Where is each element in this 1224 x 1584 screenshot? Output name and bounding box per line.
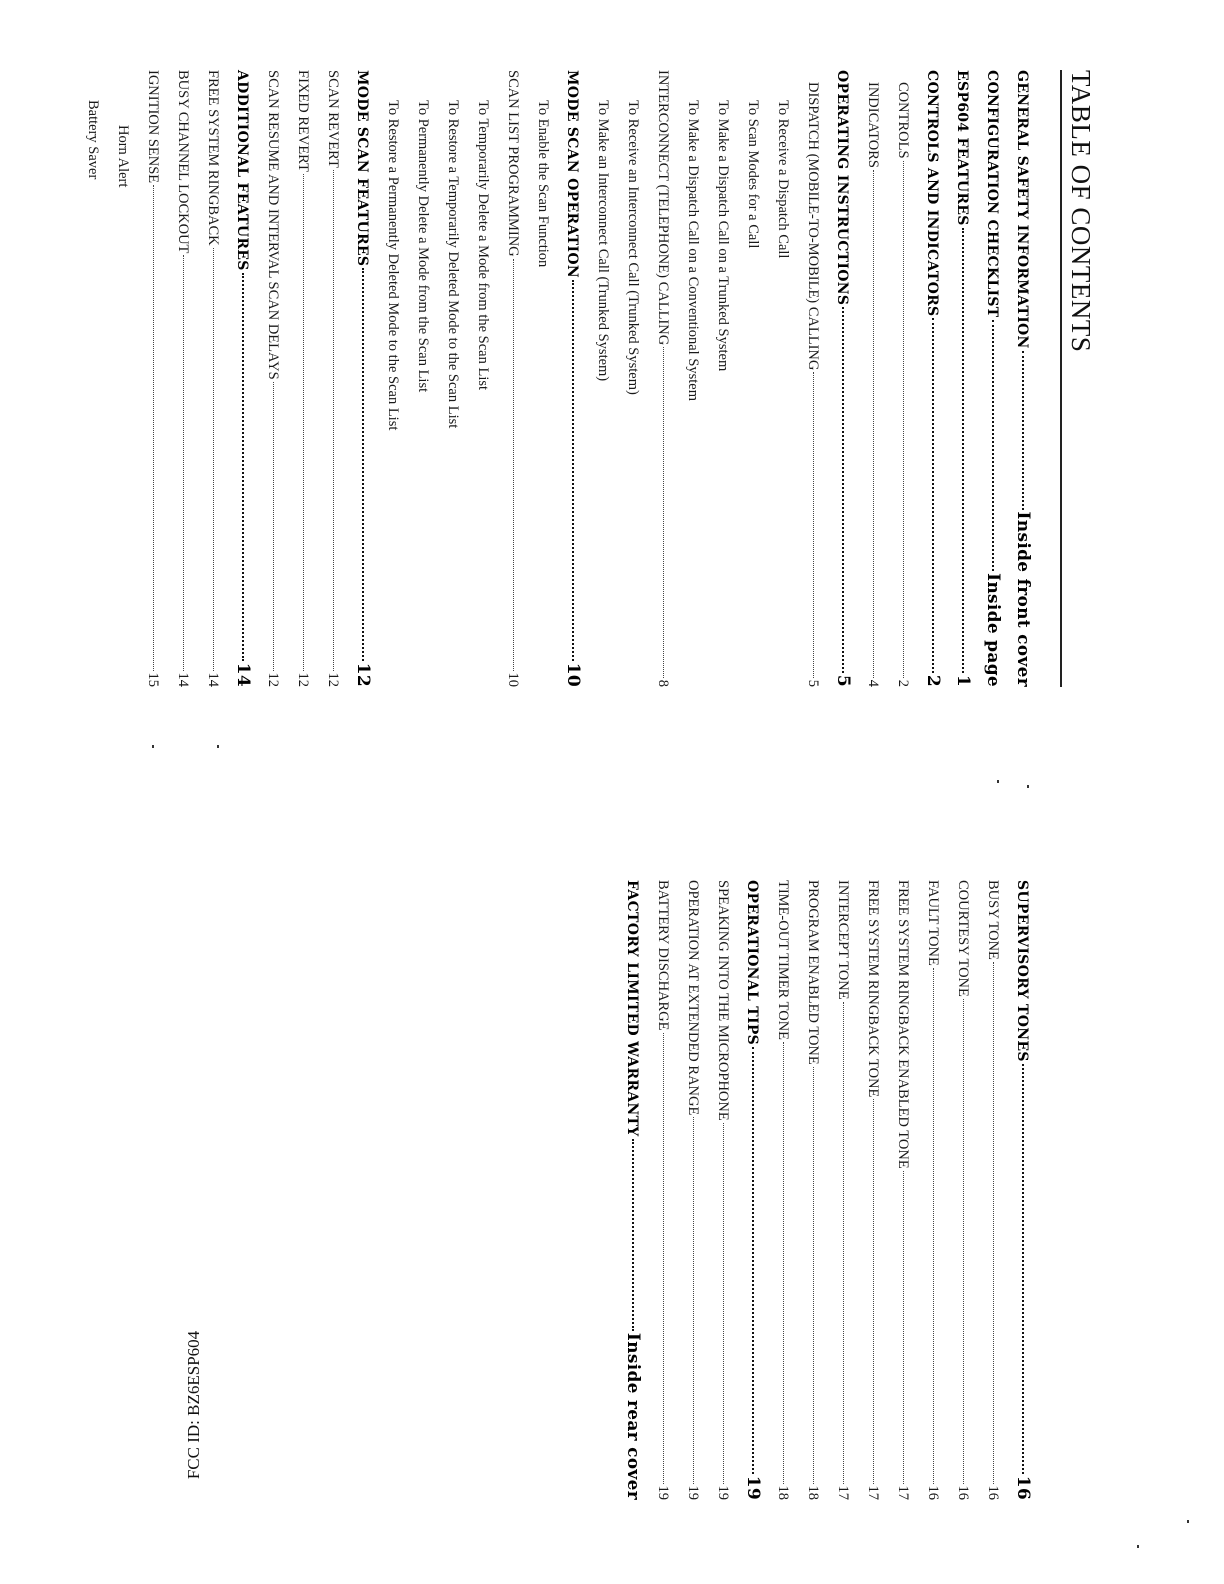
- toc-entry: [918, 880, 948, 1500]
- toc-entry: [798, 70, 828, 687]
- toc-entry: [798, 880, 828, 1500]
- toc-entry-page: 5: [833, 674, 853, 687]
- toc-entry: [618, 70, 648, 687]
- dot-leader: [1022, 1064, 1025, 1474]
- toc-entry-page: Inside rear cover: [623, 1332, 643, 1500]
- dot-leader: [752, 1047, 755, 1474]
- toc-entry-label: To Enable the Scan Function: [535, 100, 551, 268]
- toc-entry-page: 12: [353, 662, 373, 687]
- toc-entry-label: Battery Saver: [85, 100, 101, 180]
- toc-entry-page: 2: [923, 674, 943, 687]
- dot-leader: [1022, 351, 1025, 510]
- toc-entry-label: FREE SYSTEM RINGBACK ENABLED TONE: [895, 880, 911, 1169]
- toc-entry-label: SCAN LIST PROGRAMMING: [505, 70, 521, 257]
- dot-leader: [842, 307, 845, 673]
- toc-entry: [558, 70, 588, 687]
- toc-entry-label: To Permanently Delete a Mode from the Scan List: [415, 100, 431, 393]
- toc-entry: [828, 880, 858, 1500]
- toc-entry-label: GENERAL SAFETY INFORMATION: [1014, 70, 1030, 349]
- dot-leader: [963, 999, 965, 1484]
- toc-entry-label: OPERATION AT EXTENDED RANGE: [685, 880, 701, 1116]
- toc-entry-label: OPERATIONAL TIPS: [744, 880, 760, 1046]
- toc-entry-page: 14: [175, 672, 191, 687]
- dot-leader: [632, 1139, 635, 1331]
- toc-entry: [198, 70, 228, 687]
- dot-leader: [813, 1067, 815, 1484]
- toc-entry-label: To Make an Interconnect Call (Trunked System): [595, 100, 611, 382]
- toc-entry-label: BATTERY DISCHARGE: [655, 880, 671, 1031]
- toc-entry: [1008, 70, 1038, 687]
- toc-entry-page: 18: [775, 1485, 791, 1500]
- toc-entry-label: To Scan Modes for a Call: [745, 100, 761, 249]
- dot-leader: [333, 170, 335, 671]
- toc-entry-page: 16: [955, 1485, 971, 1500]
- toc-entry-label: To Restore a Temporarily Deleted Mode to the Scan List: [445, 100, 461, 429]
- dot-leader: [873, 170, 875, 678]
- toc-entry: [978, 880, 1008, 1500]
- dot-leader: [903, 1171, 905, 1484]
- toc-entry-label: COURTESY TONE: [955, 880, 971, 997]
- dot-leader: [153, 185, 155, 670]
- toc-entry-label: CONTROLS AND INDICATORS: [924, 70, 940, 317]
- toc-entry: [918, 70, 948, 687]
- toc-entry-label: ADDITIONAL FEATURES: [234, 70, 250, 271]
- toc-entry: [888, 70, 918, 687]
- toc-entry: [828, 70, 858, 687]
- dot-leader: [242, 273, 245, 661]
- toc-entry-label: INDICATORS: [865, 82, 881, 168]
- toc-entry-page: 14: [205, 672, 221, 687]
- dot-leader: [572, 280, 575, 661]
- toc-entry: [948, 70, 978, 687]
- scan-speck: [1027, 785, 1029, 788]
- toc-entry-label: TIME-OUT TIMER TONE: [775, 880, 791, 1041]
- toc-entry: [648, 880, 678, 1500]
- toc-entry: [708, 880, 738, 1500]
- toc-entry-page: 15: [145, 672, 161, 687]
- toc-entry-label: FACTORY LIMITED WARRANTY: [624, 880, 640, 1137]
- dot-leader: [783, 1042, 785, 1483]
- toc-entry: [858, 70, 888, 687]
- toc-entry: [288, 70, 318, 687]
- toc-entry: [438, 70, 468, 687]
- dot-leader: [693, 1117, 695, 1483]
- toc-entry-page: 14: [233, 662, 253, 687]
- toc-entry-label: To Make a Dispatch Call on a Conventional System: [685, 100, 701, 402]
- toc-entry-label: To Receive an Interconnect Call (Trunked System): [625, 100, 641, 395]
- scan-speck: [1187, 1520, 1189, 1523]
- fcc-id-text: FCC ID: BZ6ESP604: [184, 1330, 203, 1480]
- toc-entry: [498, 70, 528, 687]
- dot-leader: [723, 1123, 725, 1484]
- toc-left-column: [0, 40, 1224, 687]
- toc-entry: [678, 70, 708, 687]
- toc-entry-label: SCAN REVERT: [325, 70, 341, 168]
- dot-leader: [873, 1099, 875, 1483]
- toc-entry-label: SCAN RESUME AND INTERVAL SCAN DELAYS: [265, 70, 281, 380]
- toc-left-entries: [78, 70, 1038, 687]
- toc-entry-page: 17: [865, 1485, 881, 1500]
- scan-speck: [1137, 1545, 1139, 1548]
- toc-entry: [738, 70, 768, 687]
- toc-entry: [528, 70, 558, 687]
- scan-speck: [152, 745, 154, 748]
- toc-entry-label: INTERCONNECT (TELEPHONE) CALLING: [655, 70, 671, 346]
- toc-entry-page: 12: [325, 672, 341, 687]
- toc-entry-page: 18: [805, 1485, 821, 1500]
- toc-entry: [318, 70, 348, 687]
- dot-leader: [513, 259, 515, 671]
- toc-entry: [108, 70, 138, 687]
- toc-entry: [858, 880, 888, 1500]
- toc-entry: [228, 70, 258, 687]
- toc-entry-label: IGNITION SENSE: [145, 70, 161, 184]
- toc-entry-label: FREE SYSTEM RINGBACK: [205, 70, 221, 246]
- page-title: TABLE OF CONTENTS: [1066, 70, 1096, 353]
- dot-leader: [932, 318, 935, 672]
- toc-entry-page: 17: [895, 1485, 911, 1500]
- toc-entry-page: 10: [563, 662, 583, 687]
- toc-entry-label: FAULT TONE: [925, 880, 941, 966]
- dot-leader: [813, 372, 815, 677]
- toc-entry-label: BUSY CHANNEL LOCKOUT: [175, 70, 191, 254]
- toc-entry-page: 8: [655, 679, 671, 687]
- title-rule: [1060, 70, 1062, 687]
- toc-entry: [768, 70, 798, 687]
- toc-entry: [948, 880, 978, 1500]
- toc-entry-page: 19: [655, 1485, 671, 1500]
- dot-leader: [993, 962, 995, 1484]
- toc-entry-page: 2: [895, 679, 911, 687]
- toc-entry-page: 5: [805, 679, 821, 687]
- toc-entry-label: ESP604 FEATURES: [954, 70, 970, 226]
- dot-leader: [962, 228, 965, 673]
- toc-entry: [708, 70, 738, 687]
- toc-entry: [138, 70, 168, 687]
- toc-entry-label: MODE SCAN FEATURES: [354, 70, 370, 267]
- toc-entry: [618, 880, 648, 1500]
- toc-entry-page: 1: [953, 674, 973, 687]
- dot-leader: [213, 248, 215, 671]
- dot-leader: [933, 968, 935, 1484]
- toc-entry-page: Inside page: [983, 573, 1003, 687]
- toc-entry-label: To Restore a Permanently Deleted Mode to the Scan List: [385, 100, 401, 431]
- dot-leader: [903, 161, 905, 678]
- toc-entry-page: 16: [1013, 1475, 1033, 1500]
- toc-entry: [408, 70, 438, 687]
- toc-entry: [978, 70, 1008, 687]
- toc-entry-page: 4: [865, 679, 881, 687]
- toc-entry: [648, 70, 678, 687]
- dot-leader: [273, 382, 275, 671]
- toc-entry: [78, 70, 108, 687]
- toc-entry-label: BUSY TONE: [985, 880, 1001, 960]
- dot-leader: [663, 347, 665, 678]
- toc-entry: [258, 70, 288, 687]
- toc-entry: [468, 70, 498, 687]
- toc-entry-label: SPEAKING INTO THE MICROPHONE: [715, 880, 731, 1121]
- toc-entry-label: FREE SYSTEM RINGBACK TONE: [865, 880, 881, 1098]
- scan-speck: [997, 780, 999, 783]
- toc-entry-label: CONFIGURATION CHECKLIST: [984, 70, 1000, 318]
- toc-right-entries: [618, 880, 1038, 1500]
- dot-leader: [183, 255, 185, 670]
- toc-entry-page: 16: [925, 1485, 941, 1500]
- toc-entry-page: 16: [985, 1485, 1001, 1500]
- toc-entry: [678, 880, 708, 1500]
- toc-entry-label: SUPERVISORY TONES: [1014, 880, 1030, 1062]
- toc-entry-label: OPERATING INSTRUCTIONS: [834, 70, 850, 306]
- toc-entry: [168, 70, 198, 687]
- toc-entry: [768, 880, 798, 1500]
- toc-entry-label: Horn Alert: [115, 125, 131, 188]
- toc-entry-page: 19: [715, 1485, 731, 1500]
- toc-entry: [1008, 880, 1038, 1500]
- toc-entry-page: 10: [505, 672, 521, 687]
- toc-entry-label: To Receive a Dispatch Call: [775, 100, 791, 259]
- toc-entry: [588, 70, 618, 687]
- toc-entry: [378, 70, 408, 687]
- toc-entry: [888, 880, 918, 1500]
- dot-leader: [303, 174, 305, 671]
- toc-entry-page: 12: [265, 672, 281, 687]
- toc-entry-label: DISPATCH (MOBILE-TO-MOBILE) CALLING: [805, 82, 821, 371]
- dot-leader: [663, 1033, 665, 1484]
- dot-leader: [362, 268, 365, 660]
- toc-entry: [738, 880, 768, 1500]
- toc-entry-page: 17: [835, 1485, 851, 1500]
- toc-entry-page: 12: [295, 672, 311, 687]
- toc-entry: [348, 70, 378, 687]
- fcc-id-footer: [174, 1290, 204, 1520]
- toc-entry-label: INTERCEPT TONE: [835, 880, 851, 1000]
- toc-entry-label: To Temporarily Delete a Mode from the Scan List: [475, 100, 491, 391]
- toc-entry-page: 19: [743, 1475, 763, 1500]
- dot-leader: [992, 320, 995, 572]
- dot-leader: [843, 1002, 845, 1484]
- scan-speck: [217, 745, 219, 748]
- toc-entry-page: 19: [685, 1485, 701, 1500]
- toc-entry-label: FIXED REVERT: [295, 70, 311, 172]
- toc-entry-label: To Make a Dispatch Call on a Trunked System: [715, 100, 731, 372]
- toc-entry-page: Inside front cover: [1013, 511, 1033, 687]
- toc-entry-label: MODE SCAN OPERATION: [564, 70, 580, 278]
- toc-entry-label: CONTROLS: [895, 82, 911, 159]
- toc-entry-label: PROGRAM ENABLED TONE: [805, 880, 821, 1065]
